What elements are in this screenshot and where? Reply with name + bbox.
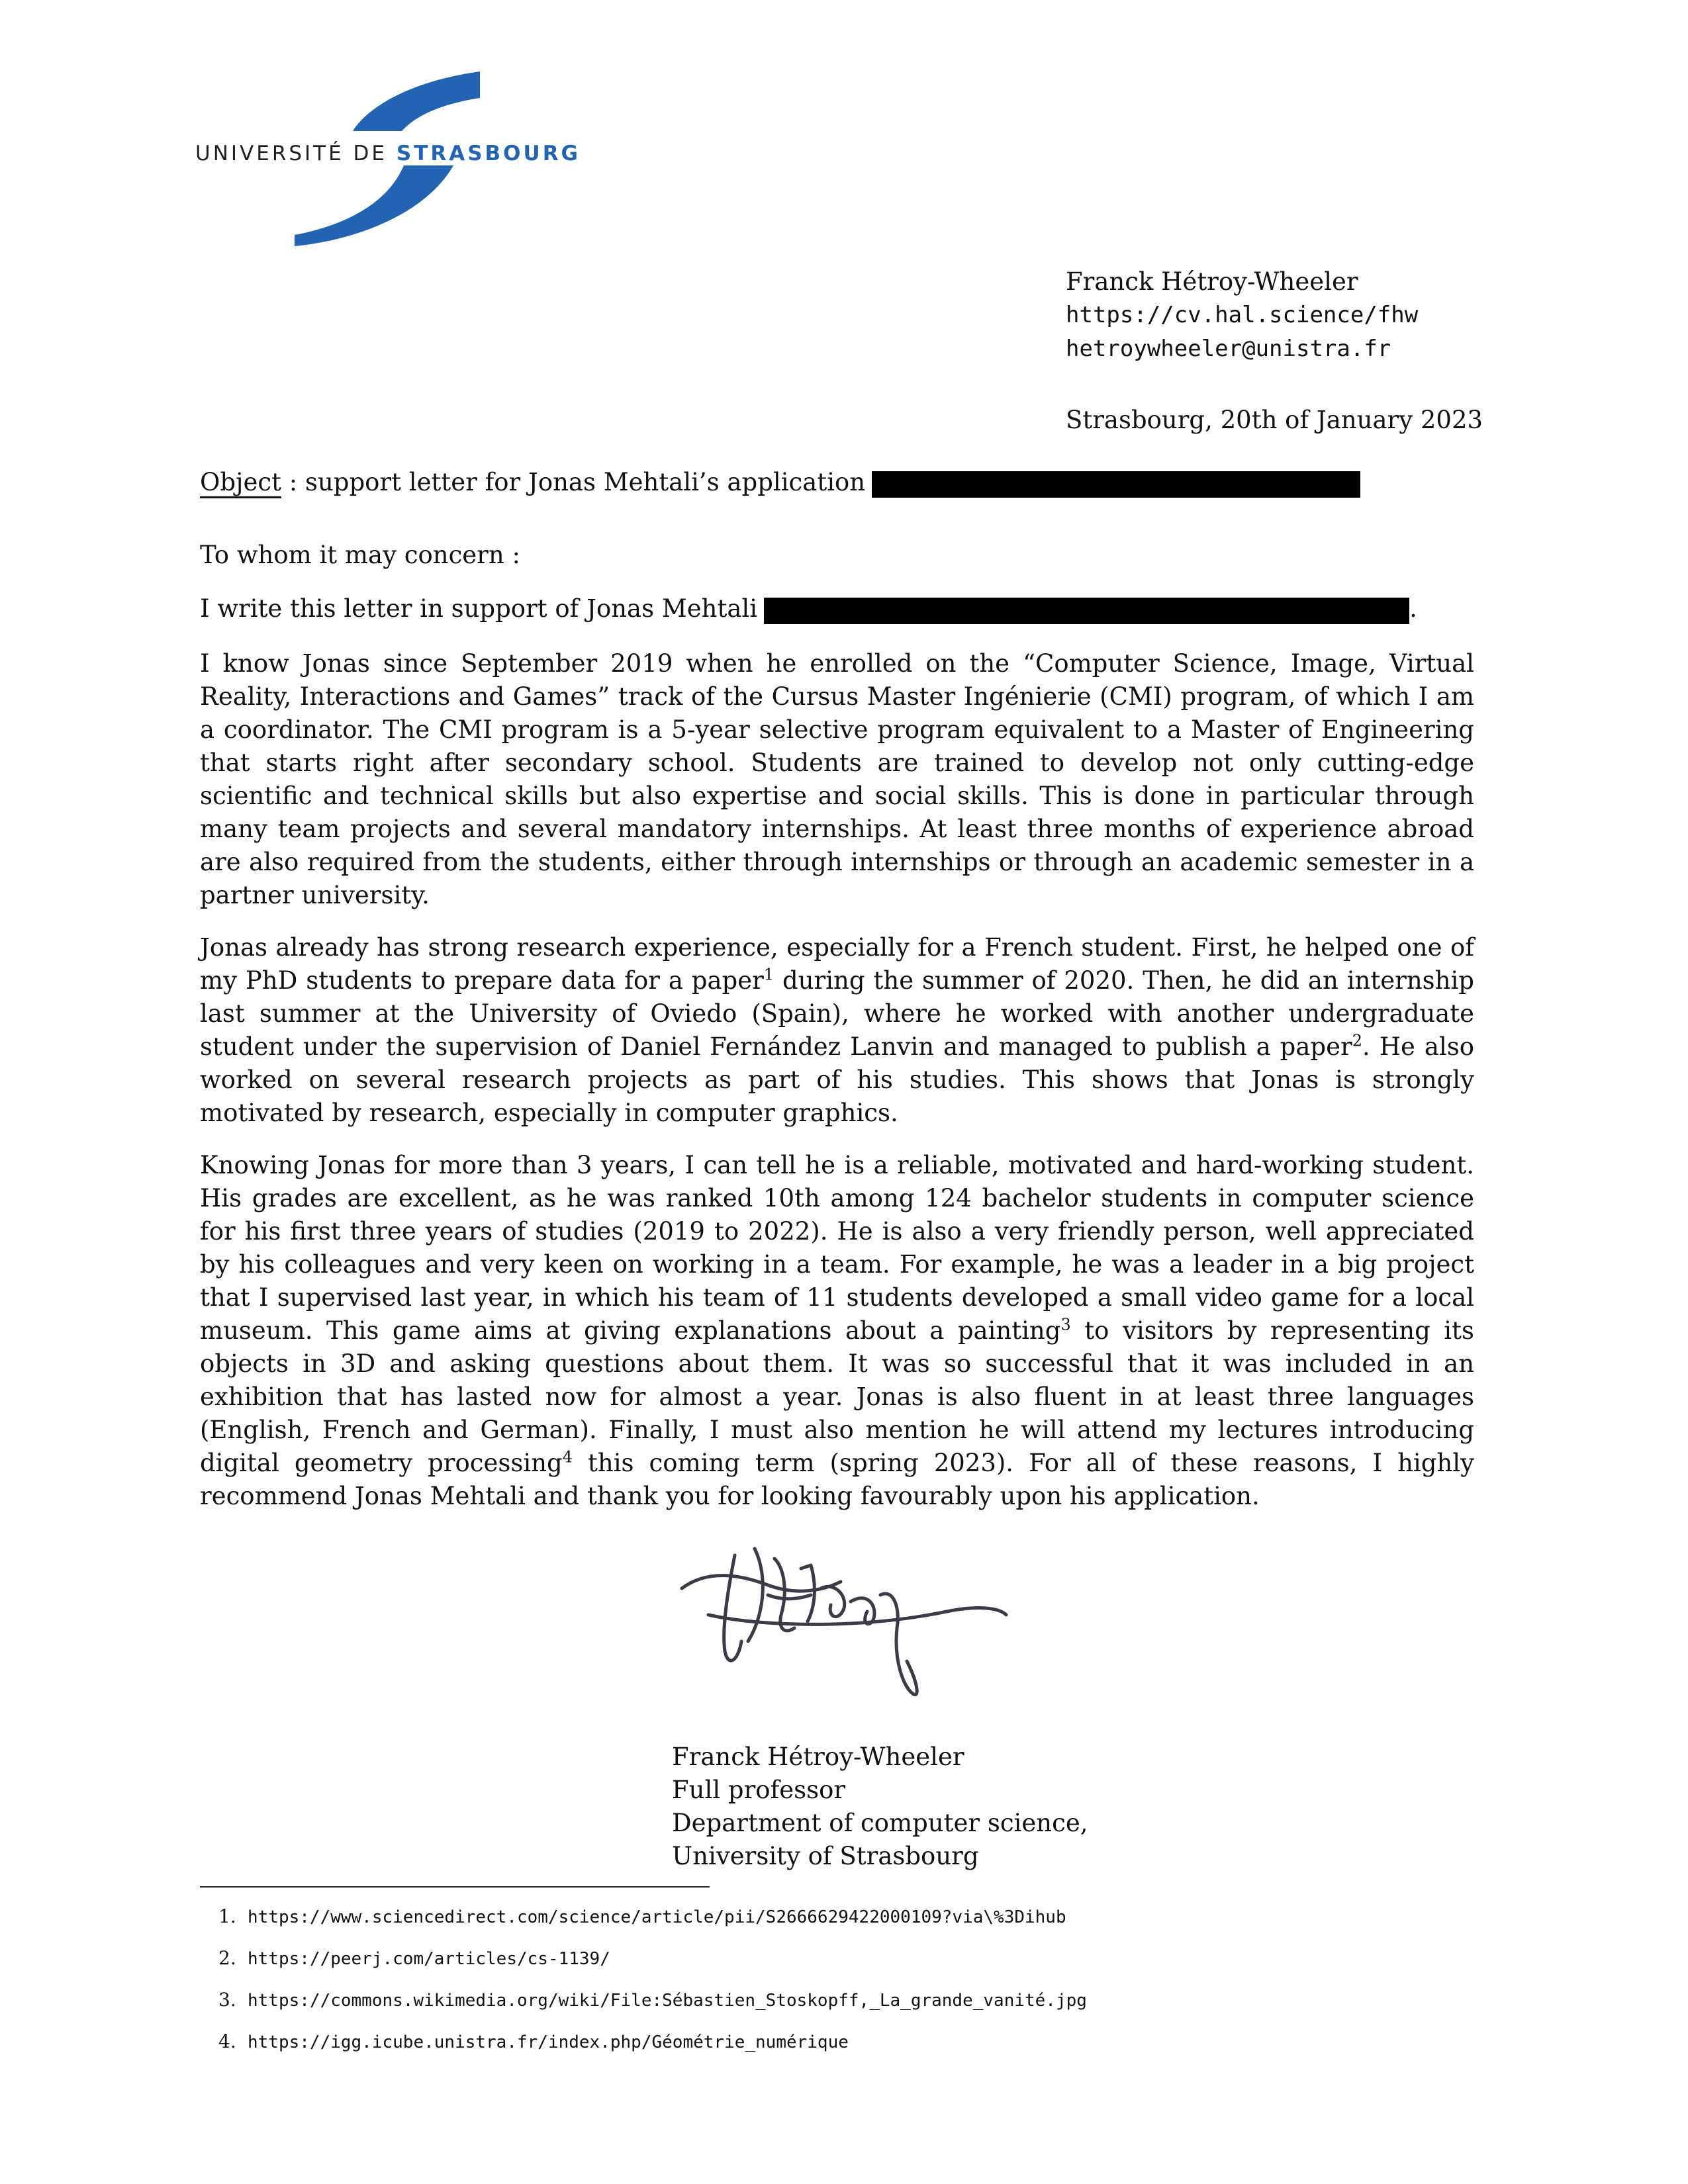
paragraph-1: I know Jonas since September 2019 when he enrolled on the “Computer Science, Image, Virtual Reality, Interactions and Games” track of the Cursus Master Ingénierie (CMI) program, of which I am a coordinator. The CMI program is a 5-year selective program equivalent to a Master of Engineering that starts right after secondary school. Students are trained to develop not only cutting-edge scientific and technical skills but also expertise and social skills. This is done in particular through many team projects and several mandatory internships. At least three months of experience abroad are also required from the students, either through internships or through an academic semester in a partner university. xyxy=(200,649,1474,909)
intro-text: I write this letter in support of Jonas Mehtali xyxy=(200,594,758,623)
greeting: To whom it may concern : xyxy=(200,541,520,569)
redaction-bar xyxy=(764,598,1409,624)
letter-date: Strasbourg, 20th of January 2023 xyxy=(1066,406,1483,434)
sender-email[interactable]: hetroywheeler@unistra.fr xyxy=(1066,336,1391,362)
closing-university: University of Strasbourg xyxy=(672,1842,979,1870)
handwritten-signature xyxy=(669,1529,1026,1727)
footnote-link[interactable]: https://commons.wikimedia.org/wiki/File:Sébastien_Stoskopff,_La_grande_vanité.jpg xyxy=(248,1991,1087,2011)
object-label: Object xyxy=(200,468,281,496)
paragraph-2-text: during the summer of 2020. Then, he did an internship last summer at the University of Oviedo (Spain), where he worked with another undergraduate student under the supervision of Daniel Fernández Lanvin and managed to publish a paper xyxy=(200,966,1474,1061)
paragraph-2 xyxy=(200,931,1474,1130)
footnotes xyxy=(218,1903,1087,2070)
footnote-link[interactable]: https://www.sciencedirect.com/science/article/pii/S2666629422000109?via\%3Dihub xyxy=(248,1907,1066,1927)
footnote-ref-1[interactable]: 1 xyxy=(763,965,774,984)
footnote-number: 3. xyxy=(218,1989,236,2011)
footnote-link[interactable]: https://peerj.com/articles/cs-1139/ xyxy=(248,1949,610,1969)
footnote-number: 1. xyxy=(218,1905,236,1927)
letter-body xyxy=(200,647,1474,1532)
paragraph-2-text: . He also worked on several research projects as part of his studies. This shows that Jonas is strongly motivated by research, especially in computer graphics. xyxy=(200,1032,1474,1127)
object-line xyxy=(200,468,1360,498)
footnote-number: 4. xyxy=(218,2030,236,2052)
closing-name: Franck Hétroy-Wheeler xyxy=(672,1743,964,1771)
logo-name-light: UNIVERSITÉ DE xyxy=(195,142,397,165)
footnote-item xyxy=(218,2028,1087,2070)
footnote-link[interactable]: https://igg.icube.unistra.fr/index.php/Géométrie_numérique xyxy=(248,2032,849,2052)
footnote-ref-4[interactable]: 4 xyxy=(562,1447,573,1467)
closing-block xyxy=(672,1741,1088,1873)
closing-department: Department of computer science, xyxy=(672,1809,1088,1837)
footnote-ref-2[interactable]: 2 xyxy=(1352,1031,1362,1050)
paragraph-3-text: to visitors by representing its objects in 3D and asking questions about them. It was so successful that it was included in an exhibition that has lasted now for almost a year. Jonas is also fluent in at least three languages (English, French and German). Finally, I must also mention he will attend my lectures introducing digital geometry processing xyxy=(200,1316,1474,1477)
object-text: : support letter for Jonas Mehtali’s application xyxy=(281,468,866,496)
sender-name: Franck Hétroy-Wheeler xyxy=(1066,267,1358,296)
closing-title: Full professor xyxy=(672,1776,846,1804)
footnote-item xyxy=(218,1987,1087,2028)
logo-name-strong: STRASBOURG xyxy=(396,142,581,165)
logo-wordmark xyxy=(195,142,581,165)
redaction-bar xyxy=(872,471,1360,498)
paragraph-3-text: this coming term (spring 2023). For all of these reasons, I highly recommend Jonas Mehtali and thank you for looking favourably upon his application. xyxy=(200,1449,1474,1510)
footnote-item xyxy=(218,1903,1087,1945)
footnote-item xyxy=(218,1945,1087,1987)
sender-block xyxy=(1066,265,1483,437)
paragraph-3-text: Knowing Jonas for more than 3 years, I can tell he is a reliable, motivated and hard-working student. His grades are excellent, as he was ranked 10th among 124 bachelor students in computer science for his first three years of studies (2019 to 2022). He is also a very friendly person, well appreciated by his colleagues and very keen on working in a team. For example, he was a leader in a big project that I supervised last year, in which his team of 11 students developed a small video game for a local museum. This game aims at giving explanations about a painting xyxy=(200,1151,1474,1345)
footnote-ref-3[interactable]: 3 xyxy=(1060,1315,1071,1334)
intro-line xyxy=(200,594,1417,624)
intro-end: . xyxy=(1409,594,1417,623)
footnote-number: 2. xyxy=(218,1947,236,1969)
paragraph-2-text: Jonas already has strong research experience, especially for a French student. First, he helped one of my PhD students to prepare data for a paper xyxy=(200,933,1474,995)
paragraph-3 xyxy=(200,1149,1474,1513)
footnote-divider xyxy=(200,1886,710,1888)
university-logo xyxy=(195,66,592,251)
sender-website[interactable]: https://cv.hal.science/fhw xyxy=(1066,302,1419,328)
